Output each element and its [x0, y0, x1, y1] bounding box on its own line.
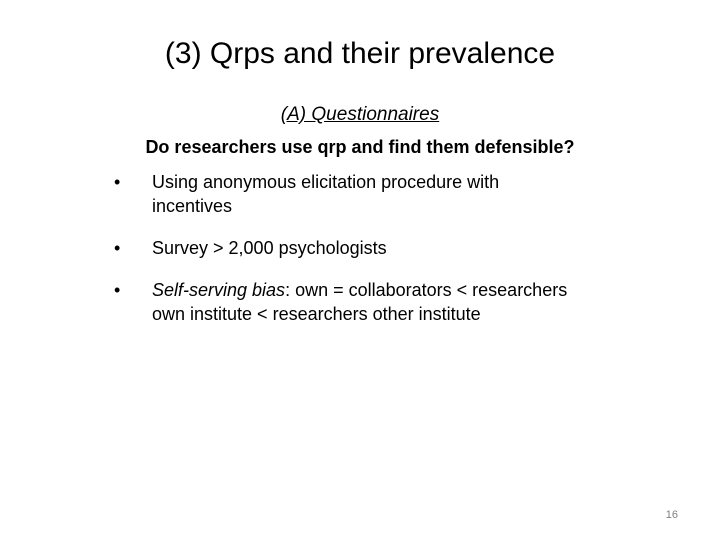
bullet-item	[112, 236, 582, 260]
bullet-list	[112, 170, 582, 344]
bullet-item	[112, 170, 582, 218]
bullet-italic-lead: Self-serving bias	[152, 280, 286, 300]
bullet-icon: •	[114, 172, 121, 192]
slide-title: (3) Qrps and their prevalence	[164, 37, 556, 70]
bullet-text: Survey > 2,000 psychologists	[152, 238, 387, 258]
bullet-text: Using anonymous elicitation procedure with incentives	[152, 172, 500, 216]
slide-question: Do researchers use qrp and find them defensible?	[145, 137, 575, 157]
bullet-icon: •	[114, 238, 121, 258]
bullet-text: : own = collaborators < researchers own institute < researchers other institute	[152, 280, 568, 324]
bullet-icon: •	[114, 280, 121, 300]
slide-subtitle: (A) Questionnaires	[280, 104, 440, 125]
bullet-item	[112, 278, 582, 326]
page-number: 16	[665, 509, 678, 521]
